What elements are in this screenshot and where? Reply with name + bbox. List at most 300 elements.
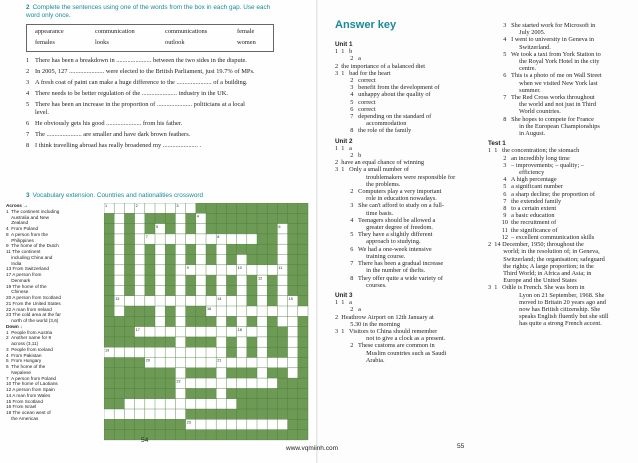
clue-line: India [6, 260, 22, 266]
clue-heading: Across → [6, 203, 28, 208]
answer-line: 2 Computers play a very important [344, 188, 442, 196]
grid-cell [216, 419, 226, 429]
word-box-item: outlook [165, 39, 185, 46]
grid-cell [135, 296, 145, 306]
sentence-item [26, 79, 306, 87]
grid-cell [155, 203, 165, 213]
grid-cell [277, 275, 287, 285]
clue-line: across (3,11) [6, 341, 39, 346]
right-page [318, 0, 638, 463]
grid-cell [145, 203, 155, 213]
grid-cell [257, 285, 267, 295]
grid-cell [247, 378, 257, 388]
answer-line: 2 a [344, 306, 361, 314]
grid-cell [175, 285, 185, 295]
grid-number: 2 [135, 204, 138, 209]
grid-cell [216, 306, 226, 316]
clue-line: 20 A person from Scotland [6, 295, 61, 300]
grid-cell [155, 275, 165, 285]
answer-line: 2 correct [344, 77, 376, 85]
grid-cell [196, 285, 206, 295]
answer-line: 4 unhappy about the quality of [344, 91, 431, 99]
answer-line: centre. [505, 65, 537, 73]
grid-cell [175, 213, 185, 223]
clue-line: Philippines [6, 237, 34, 243]
answer-line: 8 the role of the family [344, 127, 412, 135]
grid-cell [155, 265, 165, 275]
answer-line: time basis. [352, 209, 394, 217]
answer-line: in August. [505, 130, 546, 138]
clue-line: 22 A man from Ireland [6, 306, 52, 312]
answer-line: the Royal York Hotel in the city [505, 58, 600, 66]
grid-cell [226, 296, 236, 306]
answer-line: 3 1 Odile is French. She was born in [488, 284, 585, 292]
grid-cell [226, 399, 236, 409]
grid-cell [216, 368, 226, 378]
grid-cell [186, 203, 196, 213]
word-box [26, 24, 274, 52]
sentence-text: There has been a breakdown in ...................... between the two sides in the dispute. [35, 57, 247, 64]
grid-cell [257, 296, 267, 306]
sentence-number: 6 [26, 120, 30, 128]
answer-line: the problems. [352, 180, 401, 188]
answer-line: 7 There has been a gradual increase [344, 260, 444, 268]
answer-line: Switzerland. [505, 43, 551, 51]
clue-line: 23 The cold area at the far [6, 312, 61, 318]
answer-line: 6 correct [344, 105, 376, 113]
grid-number: 1 [105, 204, 108, 209]
grid-cell [237, 419, 247, 429]
clue-line: 6 The home of the [6, 364, 46, 369]
grid-cell [288, 306, 298, 316]
answer-key-title: Answer key [335, 19, 397, 31]
answer-line: 12 – excellent communication skills [497, 233, 595, 241]
grid-number: 17 [135, 327, 140, 332]
answer-line: in the European Championships [505, 122, 600, 130]
answer-line: 4 I went to university in Geneva in [497, 36, 595, 44]
grid-cell [155, 347, 165, 357]
grid-number: 4 [196, 214, 199, 219]
sentence-text: A fresh coat of paint can make a huge difference to the ...................... of a building. [35, 79, 248, 86]
grid-cell [196, 399, 206, 409]
grid-cell [277, 358, 287, 368]
answer-line: World countries. [505, 108, 561, 116]
grid-cell [114, 306, 124, 316]
answer-line: 5 They have a slightly different [344, 231, 433, 239]
grid-cell [155, 306, 165, 316]
answer-line: efficiency [505, 169, 545, 177]
grid-cell [196, 275, 206, 285]
grid-cell [114, 224, 124, 234]
word-box-item: females [35, 39, 55, 46]
grid-cell [247, 265, 257, 275]
grid-cell [135, 399, 145, 409]
clue-line: 16 From Israel [6, 404, 37, 410]
grid-cell [247, 358, 257, 368]
grid-cell [277, 285, 287, 295]
clue-line: 8 A person from the [6, 231, 48, 237]
sentence-text: There needs to be better regulation of the ...................... industry in the UK. [35, 90, 228, 97]
grid-cell [165, 327, 175, 337]
grid-cell [257, 265, 267, 275]
answer-line: 7 The Red Cross works throughout [497, 94, 595, 102]
answer-line: role in education nowadays. [352, 195, 437, 203]
answer-line: 1 1 b [335, 48, 353, 56]
grid-cell [267, 358, 277, 368]
grid-number: 13 [115, 296, 120, 301]
grid-cell [196, 378, 206, 388]
answer-line: greater degree of freedom. [352, 224, 433, 232]
grid-cell [155, 234, 165, 244]
crossword-grid [104, 203, 309, 441]
sentence-item [26, 120, 306, 128]
grid-cell [237, 234, 247, 244]
grid-cell [267, 419, 277, 429]
sentence-item [26, 131, 306, 139]
grid-cell [175, 306, 185, 316]
clue-line: the Americas [6, 415, 39, 421]
grid-cell [114, 275, 124, 285]
grid-cell [155, 296, 165, 306]
grid-cell [135, 234, 145, 244]
word-box-item: women [237, 39, 256, 46]
grid-cell [114, 255, 124, 265]
grid-cell [196, 255, 206, 265]
answer-line: 2 Heathrow Airport on 12th January at [335, 313, 434, 321]
grid-cell [196, 327, 206, 337]
grid-cell [206, 399, 216, 409]
grid-cell [277, 244, 287, 254]
grid-cell [216, 399, 226, 409]
grid-number: 8 [217, 235, 220, 240]
grid-cell [257, 368, 267, 378]
answer-line: 5 We took a taxi from York Station to [497, 50, 601, 58]
grid-cell [114, 234, 124, 244]
sentence-item [26, 57, 306, 65]
grid-cell [135, 255, 145, 265]
grid-cell [206, 347, 216, 357]
clue-line: Nepalese [6, 369, 32, 375]
answer-line: speaks English fluently but she still [505, 313, 609, 321]
grid-cell [135, 347, 145, 357]
answer-line: 11 the significance of [497, 226, 558, 234]
grid-cell [165, 347, 175, 357]
answer-line: 6 This is a photo of me on Wall Street [497, 72, 602, 80]
sentence-item [26, 68, 306, 76]
answer-line: courses. [352, 281, 387, 289]
grid-cell [175, 347, 185, 357]
answer-line: 2 a [344, 55, 361, 63]
grid-number: 7 [145, 235, 148, 240]
grid-cell [257, 419, 267, 429]
grid-cell [155, 327, 165, 337]
grid-cell [216, 316, 226, 326]
grid-cell [196, 358, 206, 368]
sentence-text: There has been an increase in the proportion of ...................... politicians at a local [35, 101, 245, 108]
answer-line: 4 A high percentage [497, 176, 557, 184]
clue-line: 12 A person from Spain [6, 387, 55, 392]
clue-line: Australia and New [6, 214, 49, 220]
grid-cell [206, 327, 216, 337]
grid-cell [237, 275, 247, 285]
grid-number: 6 [278, 224, 281, 229]
clue-line: 21 From the United States [6, 300, 61, 306]
grid-cell [277, 316, 287, 326]
word-box-item: communications [165, 28, 208, 35]
grid-cell [216, 327, 226, 337]
grid-cell [226, 234, 236, 244]
grid-cell [237, 316, 247, 326]
answer-line: 5 a significant number [497, 183, 563, 191]
grid-number: 15 [288, 296, 293, 301]
sentence-text: I think travelling abroad has really broadened my ...................... . [35, 142, 202, 150]
grid-cell [196, 244, 206, 254]
grid-cell [165, 358, 175, 368]
clue-line: 1 The continent including [6, 208, 60, 214]
grid-number: 9 [186, 266, 189, 270]
sentence-number: 3 [26, 79, 30, 86]
grid-cell [114, 409, 124, 419]
grid-cell [216, 255, 226, 265]
grid-cell [257, 347, 267, 357]
answer-line: accommodation [352, 120, 407, 128]
grid-number: 22 [176, 379, 181, 384]
answer-line: the rights; A large proportion; in the [497, 262, 594, 270]
answer-line: 3 She started work for Microsoft in [497, 22, 596, 29]
left-page [0, 0, 318, 463]
grid-cell [226, 419, 236, 429]
grid-cell [145, 327, 155, 337]
answer-line: world; in the resolution of; in Geneva, [497, 248, 600, 256]
clue-line: 17 A person from [6, 272, 42, 277]
clue-line: 7 A person from Poland [6, 375, 57, 381]
grid-cell [186, 327, 196, 337]
grid-cell [237, 337, 247, 347]
answer-line: 1 1 a [335, 144, 352, 152]
grid-number: 11 [278, 266, 283, 270]
grid-cell [196, 224, 206, 234]
unit-heading: Unit 2 [335, 137, 353, 145]
grid-cell [277, 419, 287, 429]
grid-cell [257, 306, 267, 316]
grid-number: 16 [207, 307, 212, 312]
grid-cell [155, 244, 165, 254]
grid-cell [288, 337, 298, 347]
grid-cell [114, 244, 124, 254]
clue-line: 4 From Poland [6, 226, 39, 231]
sentence-number: 8 [26, 142, 30, 150]
sentence-number: 7 [26, 131, 30, 139]
clue-line: 14 A man from Wales [6, 392, 51, 398]
clue-line: 13 From Switzerland [6, 266, 49, 272]
grid-cell [247, 327, 257, 337]
clue-line: including China and [6, 254, 53, 260]
grid-cell [165, 409, 175, 419]
grid-cell [277, 296, 287, 306]
unit-heading: Unit 1 [335, 41, 353, 48]
exercise-3-heading: 3 Vocabulary extension. Countries and nationalities crossword [26, 192, 204, 199]
grid-cell [196, 234, 206, 244]
grid-cell [155, 358, 165, 368]
answer-line: 6 We had a one-week intensive [344, 245, 432, 253]
grid-cell [114, 347, 124, 357]
grid-cell [114, 265, 124, 275]
answer-line: summer. [505, 86, 541, 94]
answer-line: approach to studying. [352, 238, 421, 246]
grid-cell [216, 388, 226, 398]
grid-cell [216, 347, 226, 357]
answer-line: 8 They offer quite a wide variety of [344, 274, 443, 282]
grid-number: 20 [145, 358, 151, 363]
grid-cell [186, 234, 196, 244]
grid-number: 21 [217, 358, 222, 363]
grid-cell [237, 296, 247, 306]
answer-line: moved to Britain 20 years ago and [505, 298, 606, 306]
answer-line: 8 She hopes to compete for France [497, 115, 594, 123]
page-number-left: 54 [141, 437, 149, 444]
answer-line: troublemakers were responsible for [352, 173, 456, 181]
grid-cell [145, 409, 155, 419]
grid-cell [155, 285, 165, 295]
grid-cell [135, 265, 145, 275]
grid-cell [267, 306, 277, 316]
grid-cell [288, 368, 298, 378]
grid-cell [155, 399, 165, 409]
grid-number: 5 [156, 224, 159, 229]
grid-cell [186, 358, 196, 368]
grid-cell [226, 327, 236, 337]
grid-cell [135, 285, 145, 295]
grid-cell [124, 399, 134, 409]
word-box-item: looks [95, 39, 109, 46]
grid-cell [175, 388, 185, 398]
grid-cell [135, 409, 145, 419]
watermark: www.vqmiinh.com [286, 445, 339, 452]
grid-cell [135, 213, 145, 223]
answer-line: 1 1 the concentration; the stomach [488, 147, 580, 155]
answer-line: 7 the extended family [497, 197, 562, 205]
answer-line: 3 1 Visitors to China should remember [335, 327, 438, 335]
grid-cell [175, 368, 185, 378]
clue-line: 18 The ocean west of [6, 410, 51, 415]
word-box-item: communication [95, 28, 135, 35]
exercise-2-heading: 2 Complete the sentences using one of the words from the box in each gap. Use each word only once. [26, 4, 271, 19]
answer-line: 3 benefit from the development of [344, 84, 440, 92]
grid-cell [277, 255, 287, 265]
answer-line: training course. [352, 252, 406, 260]
grid-number: 19 [105, 348, 110, 353]
clue-line: 9 The home of the Dutch [6, 243, 59, 249]
grid-cell [247, 306, 257, 316]
answer-line: now has British citizenship. She [505, 305, 601, 313]
grid-number: 10 [237, 266, 242, 270]
grid-cell [175, 358, 185, 368]
grid-cell [175, 327, 185, 337]
grid-cell [298, 306, 308, 316]
clue-line: 15 From Scotland [6, 398, 43, 404]
sentence-number: 4 [26, 90, 30, 97]
grid-cell [186, 399, 196, 409]
grid-cell [206, 296, 216, 306]
answer-line: 8 to a certain extent [497, 205, 557, 213]
answer-line: the world and not just in Third [505, 101, 597, 109]
clue-line: Zealand [6, 220, 29, 226]
answer-line: 2 b [344, 152, 362, 160]
clue-line: Chinese [6, 289, 29, 295]
grid-cell [155, 409, 165, 419]
grid-cell [124, 347, 134, 357]
sentence-item [26, 90, 306, 98]
grid-cell [226, 306, 236, 316]
word-box-item: female [237, 28, 255, 35]
grid-cell [196, 347, 206, 357]
sentence-text: He obviously gets his good ...................... from his father. [35, 120, 183, 128]
grid-cell [175, 337, 185, 347]
answer-line: 2 14 December, 1950; throughout the [488, 241, 584, 249]
grid-cell [267, 378, 277, 388]
grid-cell [155, 316, 165, 326]
grid-cell [247, 419, 257, 429]
grid-cell [186, 378, 196, 388]
grid-cell [277, 306, 287, 316]
answer-line: 3 1 Only a small number of [335, 166, 409, 174]
grid-cell [196, 419, 206, 429]
grid-cell [196, 265, 206, 275]
grid-cell [237, 378, 247, 388]
grid-cell [237, 255, 247, 265]
answer-line: July 2005. [505, 29, 546, 37]
grid-cell [196, 296, 206, 306]
grid-cell [206, 419, 216, 429]
grid-cell [237, 358, 247, 368]
sentence-item [26, 101, 306, 118]
grid-cell [288, 327, 298, 337]
answer-line: 9 a basic education [497, 212, 555, 220]
grid-cell [216, 244, 226, 254]
grid-cell [257, 358, 267, 368]
grid-cell [257, 316, 267, 326]
grid-cell [288, 358, 298, 368]
grid-cell [104, 409, 114, 419]
grid-cell [277, 234, 287, 244]
sentence-item [26, 142, 306, 150]
answer-line: Muslim countries such as Saudi [352, 349, 447, 357]
answer-line: 3 – improvements; – quality; – [497, 161, 584, 169]
answer-line: 1 1 a [335, 299, 352, 307]
answer-line: 2 These customs are common in [344, 342, 435, 350]
grid-cell [186, 296, 196, 306]
answer-line: when we visited New York last [505, 79, 598, 87]
grid-cell [145, 296, 155, 306]
grid-cell [216, 378, 226, 388]
answer-line: 3 1 bad for the heart [335, 69, 391, 77]
grid-cell [206, 234, 216, 244]
grid-cell [124, 296, 134, 306]
answer-line: has quite a strong French accent. [505, 320, 602, 328]
grid-cell [175, 409, 185, 419]
grid-cell [257, 378, 267, 388]
grid-cell [145, 347, 155, 357]
sentence-number: 1 [26, 57, 30, 64]
grid-cell [135, 224, 145, 234]
clue-heading: Down ↓ [6, 323, 23, 329]
grid-cell [124, 203, 134, 213]
grid-cell [206, 378, 216, 388]
grid-cell [226, 378, 236, 388]
grid-number: 3 [176, 204, 179, 209]
grid-cell [165, 203, 175, 213]
grid-cell [257, 327, 267, 337]
